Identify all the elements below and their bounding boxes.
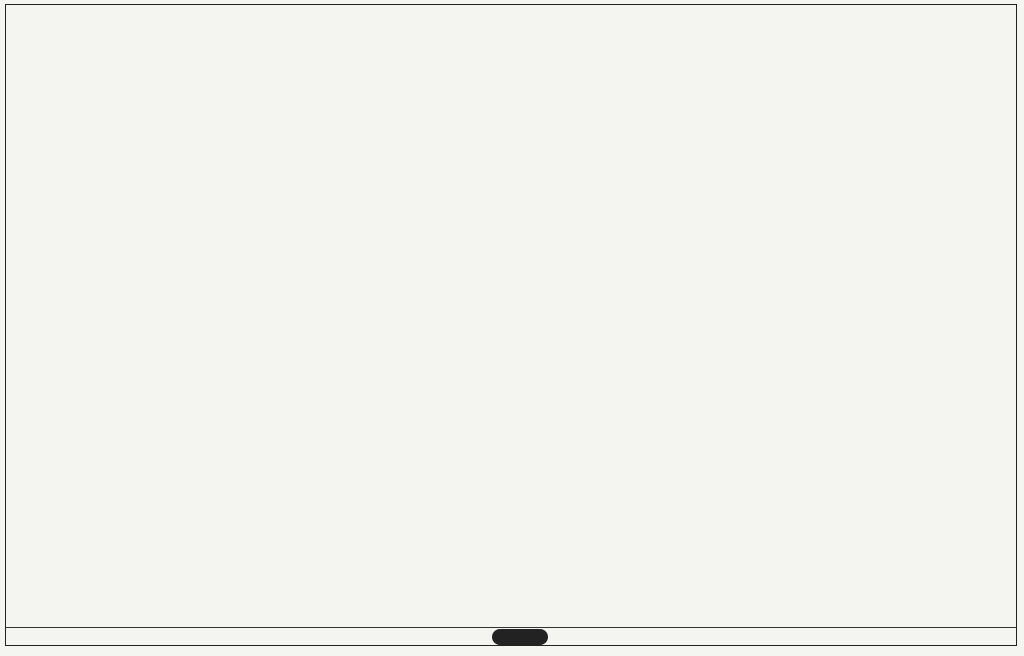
month-header-row [10,53,1014,83]
header-spacer [10,53,58,83]
page-number-badge [492,629,548,645]
page-footer [6,627,1016,648]
panchangam-page [5,4,1017,646]
